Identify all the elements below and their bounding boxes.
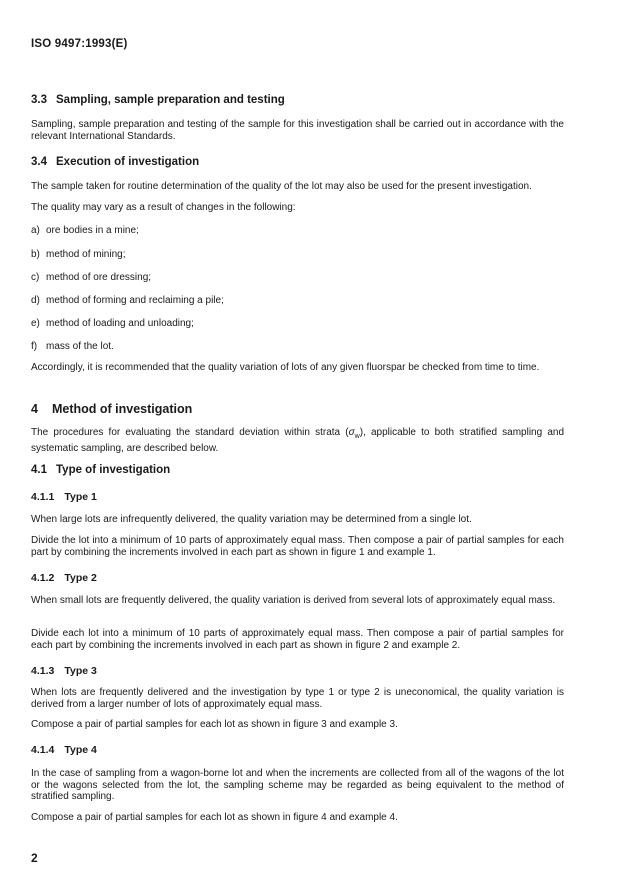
list-text: ore bodies in a mine;	[46, 225, 139, 236]
paragraph-4-1: The procedures for evaluating the standard deviation within strata $(\sigma_w)$, applicable to both stratified sampling and systematic sampling, are described below.	[31, 427, 564, 454]
heading-number: 3.3	[31, 94, 47, 106]
sigma-symbol: σ	[348, 427, 355, 438]
paragraph-4-1-2-1: When small lots are frequently delivered, the quality variation is derived from several lots of approximately equal mass.	[31, 595, 556, 606]
heading-number: 4.1	[31, 464, 47, 476]
heading-4-1-4	[31, 744, 97, 756]
heading-title: Sampling, sample preparation and testing	[56, 94, 285, 106]
page-number: 2	[31, 851, 38, 865]
heading-3-4	[31, 156, 199, 168]
paragraph-4-1-4-1: In the case of sampling from a wagon-borne lot and when the increments are collected from all of the wagons of the lot or the wagons selected from the lot, the sampling scheme may be regarded as being equivalent to the method of stratified sampling.	[31, 768, 564, 802]
paragraph-4-1-3-2: Compose a pair of partial samples for each lot as shown in figure 3 and example 3.	[31, 719, 398, 730]
list-marker: e)	[31, 318, 40, 329]
list-marker: b)	[31, 249, 40, 260]
heading-title: Type 4	[64, 744, 97, 756]
list-marker: d)	[31, 295, 40, 306]
heading-title: Type 3	[64, 665, 97, 677]
paragraph-4-1-2-2: Divide each lot into a minimum of 10 parts of approximately equal mass. Then compose a pair of partial samples for each part by combining the increments involved in each part as shown in figure 2 and example 2.	[31, 628, 564, 651]
list-text: method of loading and unloading;	[46, 318, 194, 329]
list-item-a	[31, 225, 139, 236]
document-id-header: ISO 9497:1993(E)	[31, 38, 128, 50]
heading-title: Type of investigation	[56, 464, 171, 476]
heading-number: 4.1.4	[31, 744, 55, 756]
heading-4-1-2	[31, 572, 97, 584]
heading-4-1-3	[31, 665, 97, 677]
paragraph-3-4-3: Accordingly, it is recommended that the quality variation of lots of any given fluorspar be checked from time to time.	[31, 362, 540, 373]
list-text: method of forming and reclaiming a pile;	[46, 295, 224, 306]
sigma-subscript: w	[354, 433, 360, 440]
heading-4	[31, 402, 192, 416]
list-marker: c)	[31, 272, 40, 283]
paragraph-4-1-1-1: When large lots are infrequently delivered, the quality variation may be determined from a single lot.	[31, 514, 472, 525]
list-item-d	[31, 295, 224, 306]
list-item-b	[31, 249, 126, 260]
paragraph-4-1-1-2: Divide the lot into a minimum of 10 parts of approximately equal mass. Then compose a pair of partial samples for each part by combining the increments involved in each part as shown in figure 1 and example 1.	[31, 535, 564, 558]
paragraph-4-1-4-2: Compose a pair of partial samples for each lot as shown in figure 4 and example 4.	[31, 812, 398, 823]
list-text: mass of the lot.	[46, 341, 114, 352]
list-text: method of ore dressing;	[46, 272, 152, 283]
paragraph-3-4-1: The sample taken for routine determination of the quality of the lot may also be used for the present investigation.	[31, 181, 532, 192]
heading-title: Type 1	[64, 491, 97, 503]
heading-number: 4	[31, 402, 38, 416]
heading-title: Method of investigation	[51, 402, 193, 416]
list-text: method of mining;	[46, 249, 126, 260]
heading-number: 3.4	[31, 156, 47, 168]
heading-number: 4.1.2	[31, 572, 55, 584]
list-item-e	[31, 318, 194, 329]
list-marker: f)	[31, 341, 38, 352]
paragraph-3-4-2: The quality may vary as a result of changes in the following:	[31, 202, 296, 213]
heading-4-1-1	[31, 491, 97, 503]
paragraph-3-3-1: Sampling, sample preparation and testing of the sample for this investigation shall be carried out in accordance with the relevant International Standards.	[31, 119, 564, 142]
heading-number: 4.1.3	[31, 665, 55, 677]
heading-title: Execution of investigation	[56, 156, 200, 168]
list-marker: a)	[31, 225, 40, 236]
heading-3-3	[31, 94, 285, 106]
list-item-c	[31, 272, 151, 283]
heading-title: Type 2	[64, 572, 97, 584]
heading-4-1	[31, 464, 170, 476]
heading-number: 4.1.1	[31, 491, 55, 503]
paragraph-4-1-3-1: When lots are frequently delivered and the investigation by type 1 or type 2 is uneconomical, the quality variation is derived from a larger number of lots of approximately equal mass.	[31, 687, 564, 710]
list-item-f	[31, 341, 114, 352]
